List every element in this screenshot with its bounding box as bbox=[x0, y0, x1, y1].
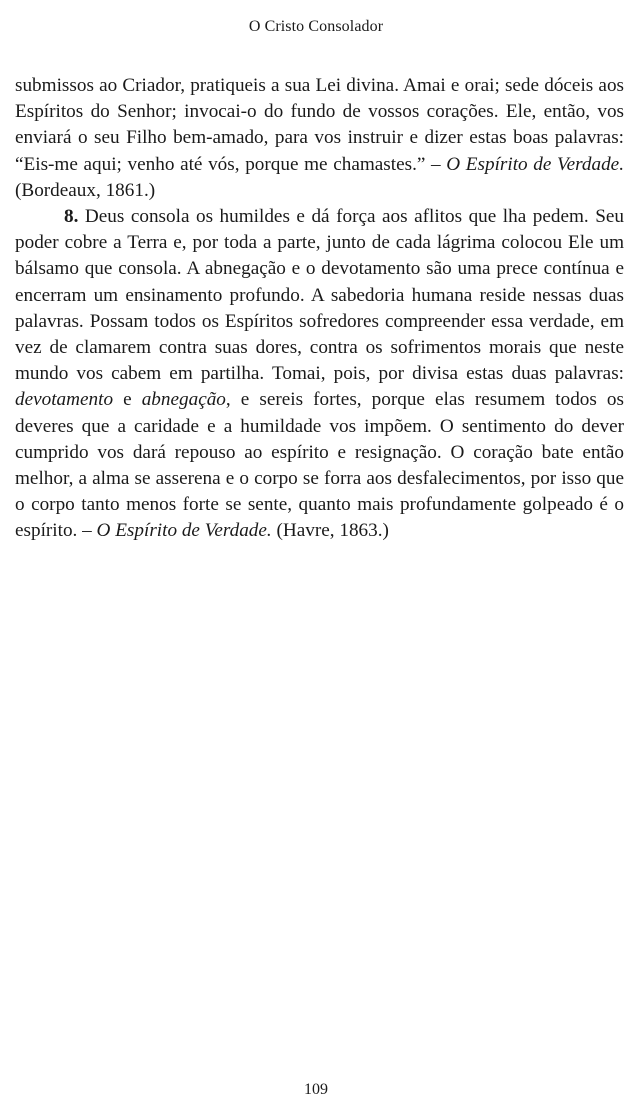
item-number: 8. bbox=[64, 206, 79, 228]
source-note: (Bordeaux, 1861.) bbox=[15, 179, 156, 201]
page-number: 109 bbox=[304, 1081, 328, 1098]
paragraph-text: , e sereis fortes, porque elas resumem todos os deveres que a caridade e a humildade vos impõem. O sentimento do dever cumprido vos dará repouso ao espírito e resignação. O coração bate então melhor, a alma se asserena e o corpo se forra aos desfalecimentos, por isso que o corpo tanto menos forte se sente, quanto mais profundamente golpeado é o espírito. – bbox=[15, 389, 624, 542]
emphasis-word: abnegação bbox=[141, 389, 226, 411]
paragraph-continued bbox=[15, 73, 624, 204]
paragraph-text: e bbox=[113, 389, 142, 411]
running-head: O Cristo Consolador bbox=[248, 18, 384, 35]
paragraph-text: submissos ao Criador, pratiqueis a sua Lei divina. Amai e orai; sede dóceis aos Espíritos do Senhor; invocai-o do fundo de vossos corações. Ele, então, vos enviará o seu Filho bem-amado, para vos instruir e dizer estas boas palavras: “Eis-me aqui; venho até vós, porque me chamastes.” – bbox=[15, 75, 624, 175]
paragraph-text: Deus consola os humildes e dá força aos aflitos que lha pedem. Seu poder cobre a Terra e, por toda a parte, junto de cada lágrima colocou Ele um bálsamo que consola. A abnegação e o devotamento são uma prece contínua e encerram um ensinamento profundo. A sabedoria humana reside nessas duas palavras. Possam todos os Espíritos sofredores compreender essa verdade, em vez de clamarem contra suas dores, contra os sofrimentos morais que neste mundo vos cabem em partilha. Tomai, pois, por divisa estas duas palavras: bbox=[15, 206, 624, 385]
signature: O Espírito de Verdade. bbox=[96, 520, 272, 542]
signature: O Espírito de Verdade. bbox=[446, 153, 624, 175]
source-note: (Havre, 1863.) bbox=[271, 520, 389, 542]
paragraph-item-8 bbox=[15, 204, 624, 545]
page-body bbox=[15, 73, 624, 545]
emphasis-word: devotamento bbox=[15, 389, 114, 411]
